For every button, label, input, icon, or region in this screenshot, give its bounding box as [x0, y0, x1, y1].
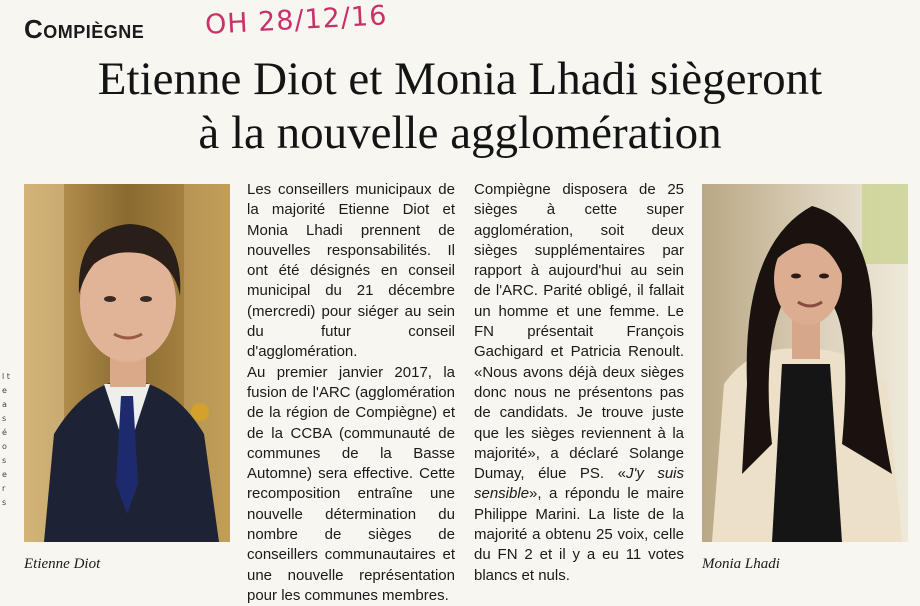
- caption-etienne-diot: Etienne Diot: [24, 556, 101, 572]
- handwritten-date-note: OH 28/12/16: [204, 0, 389, 41]
- headline-line-2: à la nouvelle agglomération: [198, 107, 722, 159]
- paragraph-3-text-a: Compiègne disposera de 25 sièges à cette super agglomération, soit deux sièges supplémentaires par rapport à aujourd'hui au sein de l'ARC. Parité obligé, il fallait un homme et une femme. Le FN présentait François Gachigard et Patricia Renoult. «Nous avons déjà deux sièges donc nous ne présentons pas de candidats. Je trouve juste que les sièges reviennent à la majorité», a déclaré Solange Dumay, élue PS. «: [474, 181, 684, 483]
- photo-etienne-diot: [24, 184, 230, 542]
- caption-monia-lhadi: Monia Lhadi: [702, 556, 780, 572]
- article-column-1: [247, 180, 455, 606]
- headline-line-1: Etienne Diot et Monia Lhadi siègeront: [97, 53, 823, 105]
- woman-portrait-illustration: [702, 184, 908, 542]
- margin-text-fragments: l t e a s é o s e r s: [2, 372, 10, 507]
- paragraph-3: [474, 180, 684, 586]
- section-kicker: Compiègne: [24, 14, 145, 44]
- article-column-2: [474, 180, 684, 586]
- paragraph-2: Au premier janvier 2017, la fusion de l'ARC (agglomération de la région de Compiègne) et de la CCBA (communauté de communes de la Basse Automne) sera effective. Cette recomposition entraîne une nouvelle détermination du nombre de sièges de conseillers communautaires et une nouvelle représentation pour les communes membres.: [247, 363, 455, 604]
- photo-monia-lhadi: [702, 184, 908, 542]
- paragraph-1: Les conseillers municipaux de la majorité Etienne Diot et Monia Lhadi prennent de nouvelles responsabilités. Il ont été désignés en conseil municipal du 21 décembre (mercredi) pour siéger au sein du futur conseil d'agglomération.: [247, 181, 455, 361]
- man-portrait-illustration: [24, 184, 230, 542]
- paragraph-3-text-b: », a répondu le maire Philippe Marini. La liste de la majorité a obtenu 25 voix, celle du FN 2 et il y a eu 11 votes blancs et nuls.: [474, 485, 684, 584]
- article-headline: [0, 52, 920, 160]
- quote-jy-suis-sensible: J'y suis sensible: [474, 465, 684, 503]
